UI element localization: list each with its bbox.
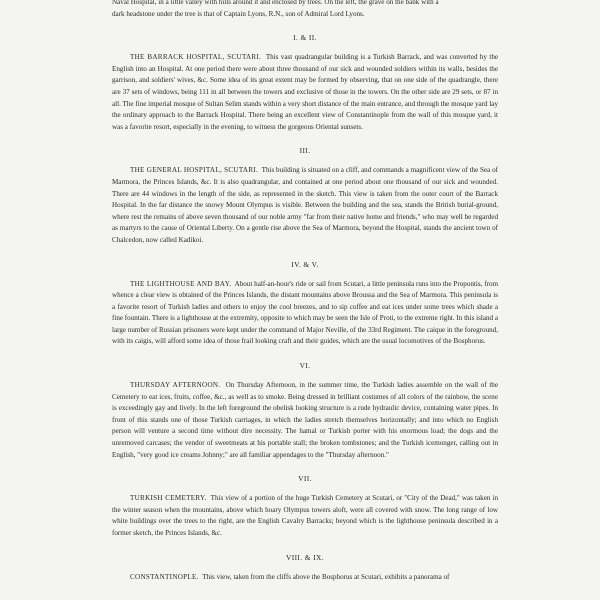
section-title: THE BARRACK HOSPITAL, SCUTARI. [130,53,262,62]
section-lighthouse-bay [112,259,498,349]
section-number: VIII. & IX. [285,552,325,562]
section-paragraph [112,572,498,584]
section-number: VII. [298,474,312,484]
section-title: THURSDAY AFTERNOON. [130,381,221,390]
section-paragraph [112,52,498,133]
section-number: III. [299,146,311,156]
intro-line: dark headstone under the tree is that of Captain Lyons, R.N., son of Admiral Lord Lyons. [112,9,365,18]
section-paragraph [112,493,498,539]
section-title: CONSTANTINOPLE. [130,572,199,581]
section-paragraph [112,380,498,461]
section-paragraph [112,165,498,246]
section-body: This vast quadrangular building is a Turkish Barrack, and was converted by the English into an Hospital. At one period there were about three thousand of our sick and wounded soldiers within its walls, besides the garrison, and soldiers' wives, &c. Some idea of its great extent may be formed by observing, that on one side of the quadrangle, there are 37 sets of windows, being 111 in all between the towers and exclusive of those in the towers. On the other side are 29 sets, or 87 in all. The fine imperial mosque of Sultan Selim stands within a very short distance of the main entrance, and through the mosque yard lay the ordinary approach to the Barrack Hospital. There being an excellent view of Constantinople from the wall of this mosque yard, it was a favorite resort, especially in the evening, to witness the gorgeous Oriental sunsets. [112,53,499,131]
section-number: VI. [299,361,311,371]
section-thursday-afternoon [112,360,498,461]
section-paragraph [112,279,498,349]
section-turkish-cemetery [112,473,498,539]
section-body: This view, taken from the cliffs above the Bosphorus at Scutari, exhibits a panorama of [202,572,450,581]
section-body: This view of a portion of the huge Turkish Cemetery at Scutari, or "City of the Dead," was taken in the winter season when the mountains, above which hoary Olympus towers aloft, were all covered with snow. The long range of low white buildings over the trees to the right, are the English Cavalry Barracks; beyond which is the lighthouse peninsula described in a former sketch, the Princes Islands, &c. [112,494,498,537]
intro-line: Naval Hospital, in a little valley with hills around it and enclosed by trees. On the left, the grave on the bank with a [112,0,439,6]
section-constantinople [112,552,498,584]
section-number: I. & II. [293,33,317,43]
section-body: This building is situated on a cliff, and commands a magnificent view of the Sea of Marmora, the Princes Islands, &c. It is also quadrangular, and contained at one period about one thousand of our sick and wounded. There are 44 windows in the length of the side, as represented in the sketch. This view is taken from the outer court of the Barrack Hospital. In the far distance the snowy Mount Olympus is visible. Between the building and the sea, stands the British burial-ground, where rest the remains of above seven thousand of our noble army "far from their native home and friends," who may well be regarded as martyrs to the cause of Oriental Liberty. On a gentle rise above the Sea of Marmora, beyond the Hospital, stands the ancient town of Chalcedon, now called Kadikoi. [112,166,499,244]
section-body: About half-an-hour's ride or sail from Scutari, a little peninsula runs into the Propontis, from whence a clear view is obtained of the Princes Islands, the distant mountains above Broussa and the Sea of Marmora. This peninsula is a favorite resort of Turkish ladies and others to enjoy the cool breezes, and to sip coffee and eat ices under some trees which shade a fine fountain. There is a lighthouse at the extremity, opposite to which may be seen the Isle of Proti, to the extreme right. In this island a large number of Russian prisoners were kept under the command of Major Neville, of the 33rd Regiment. The caique in the foreground, with its caigis, will afford some idea of those frail looking craft and their guides, which are the usual locomotives of the Bosphorus. [112,279,499,346]
section-general-hospital [112,145,498,246]
section-number: IV. & V. [291,259,319,269]
section-body: On Thursday Afternoon, in the summer time, the Turkish ladies assemble on the wall of the Cemetery to eat ices, fruits, coffee, &c., as well as to smoke. Being dressed in brilliant costumes of all colors of the rainbow, the scene is exceedingly gay and lively. In the left foreground the obelisk looking structure is a rude hydraulic device, containing water pipes. In front of this stands one of those Turkish carriages, in which the ladies stretch themselves horizontally; and into which no English person will venture a second time without dire necessity. The hamal or Turkish porter with his enormous load; the dogs and the unremoved carcases; the vendor of sweetmeats at his portable stall; the broken tombstones; and the Turkish icemonger, calling out in English, "very good ice creams Johnny;" are all familiar appendages to the "Thursday afternoon." [112,381,498,459]
section-barrack-hospital [112,32,498,133]
section-title: THE LIGHTHOUSE AND BAY. [130,279,232,288]
text-column [112,0,498,583]
section-title: THE GENERAL HOSPITAL, SCUTARI. [130,166,259,175]
section-title: TURKISH CEMETERY. [130,494,207,503]
